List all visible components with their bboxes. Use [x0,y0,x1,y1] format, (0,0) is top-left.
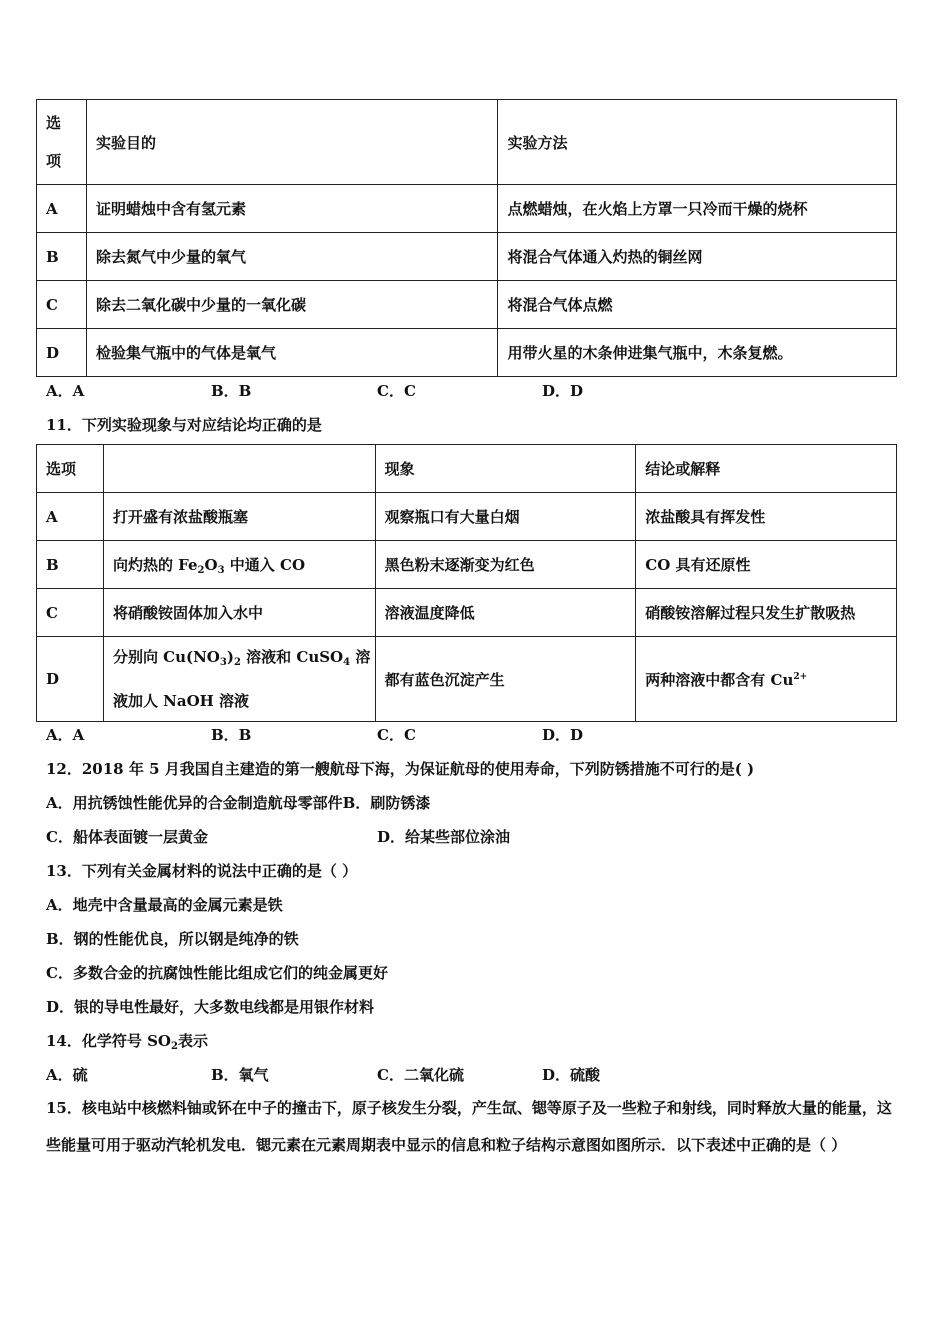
row-option: A [37,185,87,233]
table-row [37,233,897,281]
row-option: D [37,329,87,377]
q11-choice-d[interactable]: D．D [542,726,584,744]
header-option: 选项 [37,445,104,493]
q11-stem: 11．下列实验现象与对应结论均正确的是 [46,416,322,434]
header-operation [103,445,375,493]
table-row [37,329,897,377]
row-option: C [37,281,87,329]
q10-choice-b[interactable]: B．B [211,382,252,400]
q10-choice-d[interactable]: D．D [542,382,584,400]
q12-stem: 12．2018 年 5 月我国自主建造的第一艘航母下海，为保证航母的使用寿命，下列防锈措施不可行的是( ) [46,760,755,778]
row-purpose: 除去氮气中少量的氧气 [86,233,497,281]
experiment-table-2 [36,444,897,722]
q14-choice-a[interactable]: A．硫 [46,1066,88,1084]
q13-choice-c[interactable]: C．多数合金的抗腐蚀性能比组成它们的纯金属更好 [46,964,388,982]
q10-choice-a[interactable]: A．A [46,382,85,400]
row-purpose: 检验集气瓶中的气体是氧气 [86,329,497,377]
row-option: B [37,541,104,589]
table-row [37,185,897,233]
row-option: C [37,589,104,637]
experiment-table-1 [36,99,897,377]
table-row [37,493,897,541]
row-phenomenon: 都有蓝色沉淀产生 [375,637,636,722]
row-purpose: 除去二氧化碳中少量的一氧化碳 [86,281,497,329]
row-option: D [37,637,104,722]
row-operation: 将硝酸铵固体加入水中 [103,589,375,637]
header-purpose: 实验目的 [86,100,497,185]
row-conclusion: 两种溶液中都含有 $Cu^{2+}$ [636,637,897,722]
q13-choice-a[interactable]: A．地壳中含量最高的金属元素是铁 [46,896,283,914]
row-phenomenon: 观察瓶口有大量白烟 [375,493,636,541]
q11-choice-c[interactable]: C．C [377,726,416,744]
row-phenomenon: 黑色粉末逐渐变为红色 [375,541,636,589]
q12-choice-a[interactable]: A．用抗锈蚀性能优异的合金制造航母零部件 [46,794,343,812]
row-option: B [37,233,87,281]
row-conclusion: 硝酸铵溶解过程只发生扩散吸热 [636,589,897,637]
row-method: 用带火星的木条伸进集气瓶中，木条复燃。 [498,329,897,377]
row-purpose: 证明蜡烛中含有氢元素 [86,185,497,233]
q10-choice-c[interactable]: C．C [377,382,416,400]
table-header-row [37,445,897,493]
header-conclusion: 结论或解释 [636,445,897,493]
row-operation: 分别向 $Cu(NO_3)_2$ 溶液和 CuSO$_4$ 溶 液加人 NaOH 溶液 [103,637,375,722]
q14-stem: 14．化学符号 $SO_2$表示 [46,1032,208,1052]
q12-choice-b[interactable]: B．刷防锈漆 [342,794,431,812]
row-conclusion: CO 具有还原性 [636,541,897,589]
q12-choice-c[interactable]: C．船体表面镀一层黄金 [46,828,208,846]
q13-choice-d[interactable]: D．银的导电性最好，大多数电线都是用银作材料 [46,998,375,1016]
q14-choice-d[interactable]: D．硫酸 [542,1066,601,1084]
row-operation: 打开盛有浓盐酸瓶塞 [103,493,375,541]
row-method: 将混合气体通入灼热的铜丝网 [498,233,897,281]
q14-choice-b[interactable]: B．氧气 [211,1066,269,1084]
row-conclusion: 浓盐酸具有挥发性 [636,493,897,541]
row-method: 将混合气体点燃 [498,281,897,329]
q14-choice-c[interactable]: C．二氧化硫 [377,1066,464,1084]
table-header-row [37,100,897,185]
header-option: 选 项 [37,100,87,185]
q11-choice-a[interactable]: A．A [46,726,85,744]
header-phenomenon: 现象 [375,445,636,493]
row-option: A [37,493,104,541]
q11-choice-b[interactable]: B．B [211,726,252,744]
table-row [37,281,897,329]
table-row [37,637,897,722]
q13-choice-b[interactable]: B．钢的性能优良，所以钢是纯净的铁 [46,930,299,948]
table-row [37,541,897,589]
header-method: 实验方法 [498,100,897,185]
row-method: 点燃蜡烛，在火焰上方罩一只冷而干燥的烧杯 [498,185,897,233]
q15-stem: 15．核电站中核燃料铀或钚在中子的撞击下，原子核发生分裂，产生氙、锶等原子及一些粒子和射线，同时释放大量的能量，这些能量可用于驱动汽轮机发电．锶元素在元素周期表中显示的信息和粒子结构示意图如图所示．以下表述中正确的是（ ） [46,1099,892,1154]
q13-stem: 13．下列有关金属材料的说法中正确的是（ ） [46,862,358,880]
row-phenomenon: 溶液温度降低 [375,589,636,637]
row-operation: 向灼热的 $Fe_2O_3$ 中通入 CO [103,541,375,589]
q12-choices-ab [46,792,430,813]
table-row [37,589,897,637]
q12-choice-d[interactable]: D．给某些部位涂油 [377,828,511,846]
